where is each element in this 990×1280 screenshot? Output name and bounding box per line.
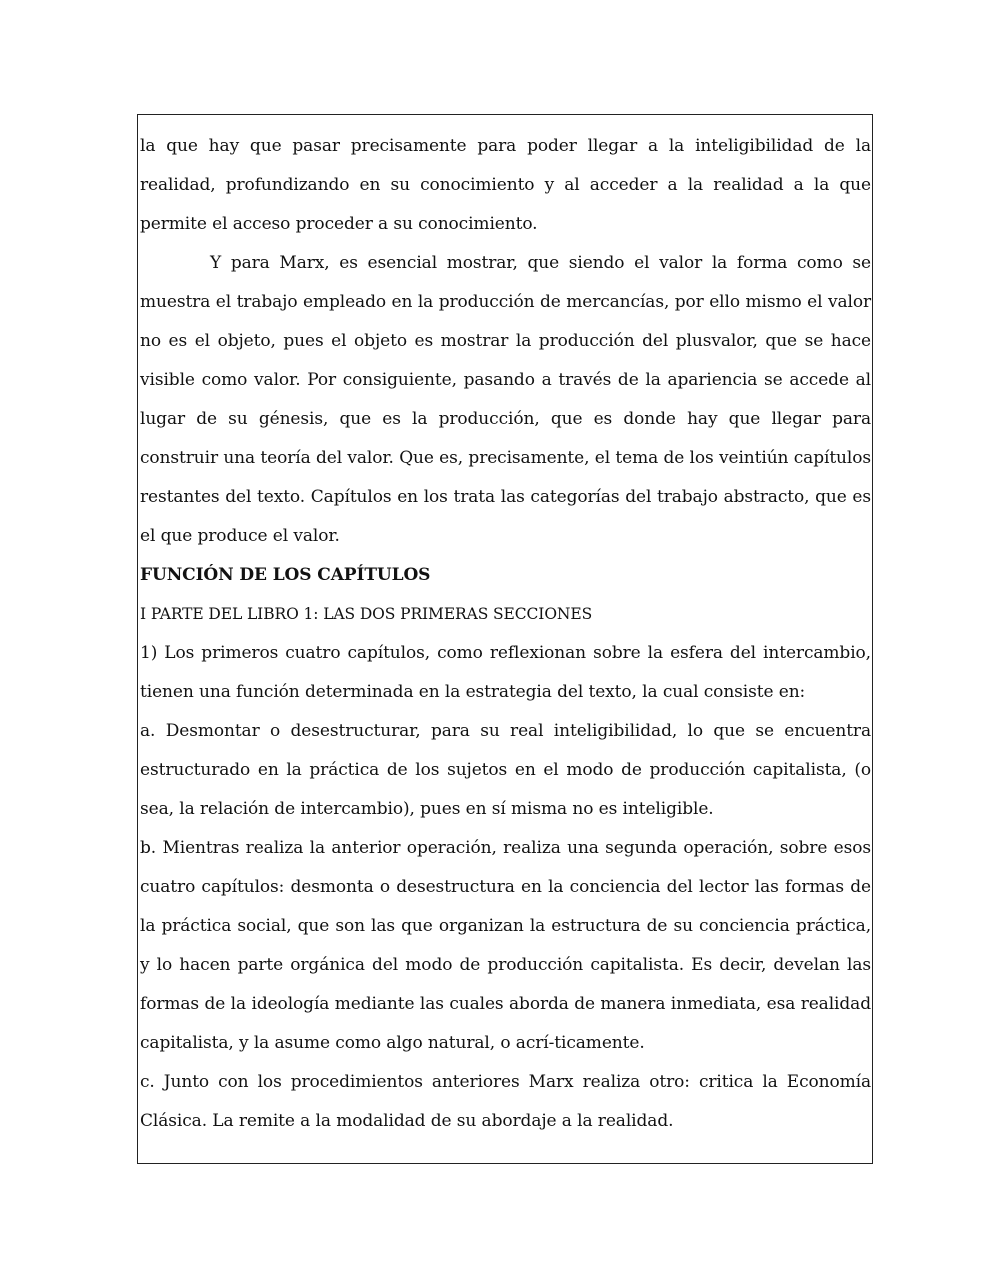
section-subheading: I PARTE DEL LIBRO 1: LAS DOS PRIMERAS SECCIONES bbox=[140, 605, 593, 623]
paragraph-continuation: la que hay que pasar precisamente para poder llegar a la inteligibilidad de la realidad, profundizando en su conocimiento y al acceder a la realidad a la que permite el acceso proceder a su conocimiento. bbox=[140, 136, 871, 234]
document-body bbox=[140, 127, 871, 1141]
list-item-b: b. Mientras realiza la anterior operación, realiza una segunda operación, sobre esos cuatro capítulos: desmonta o desestructura en la conciencia del lector las formas de la práctica social, que son las que organizan la estructura de su conciencia práctica, y lo hacen parte orgánica del modo de producción capitalista. Es decir, develan las formas de la ideología mediante las cuales aborda de manera inmediata, esa realidad capitalista, y la asume como algo natural, o acrí-ticamente. bbox=[140, 838, 871, 1053]
section-heading: FUNCIÓN DE LOS CAPÍTULOS bbox=[140, 565, 431, 585]
list-item-c: c. Junto con los procedimientos anteriores Marx realiza otro: critica la Economía Clásica. La remite a la modalidad de su abordaje a la realidad. bbox=[140, 1072, 871, 1131]
paragraph-marx-value: Y para Marx, es esencial mostrar, que siendo el valor la forma como se muestra el trabajo empleado en la producción de mercancías, por ello mismo el valor no es el objeto, pues el objeto es mostrar la producción del plusvalor, que se hace visible como valor. Por consiguiente, pasando a través de la apariencia se accede al lugar de su génesis, que es la producción, que es donde hay que llegar para construir una teoría del valor. Que es, precisamente, el tema de los veintiún capítulos restantes del texto. Capítulos en los trata las categorías del trabajo abstracto, que es el que produce el valor. bbox=[140, 253, 871, 546]
list-item-1: 1) Los primeros cuatro capítulos, como reflexionan sobre la esfera del intercambio, tienen una función determinada en la estrategia del texto, la cual consiste en: bbox=[140, 643, 871, 702]
list-item-a: a. Desmontar o desestructurar, para su real inteligibilidad, lo que se encuentra estructurado en la práctica de los sujetos en el modo de producción capitalista, (o sea, la relación de intercambio), pues en sí misma no es inteligible. bbox=[140, 721, 871, 819]
page-frame bbox=[137, 114, 873, 1164]
